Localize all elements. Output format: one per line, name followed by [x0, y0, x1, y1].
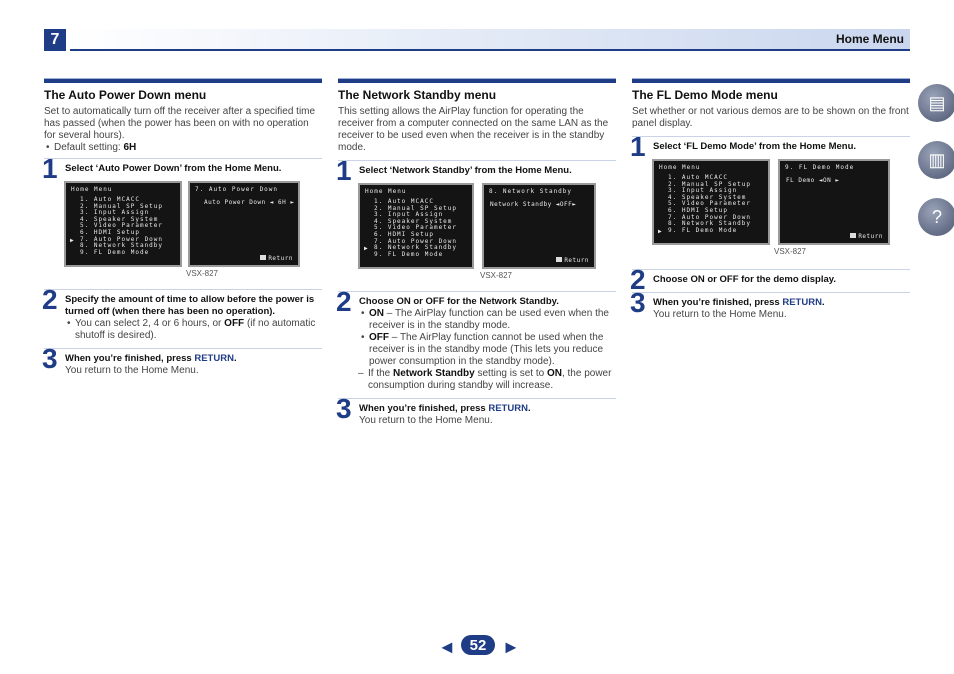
- note-e: , the power consumption during standby will increase.: [368, 368, 612, 391]
- step-number: 1: [336, 155, 352, 186]
- step-number: 3: [630, 287, 646, 318]
- default-value: 6H: [123, 142, 137, 153]
- menu-item: 9. FL Demo Mode: [80, 248, 150, 256]
- section-description: Set whether or not various demos are to be shown on the front panel display.: [632, 106, 909, 129]
- note-b: Network Standby: [393, 368, 475, 379]
- note-a: If the: [368, 368, 394, 379]
- default-setting: [44, 142, 322, 154]
- off-text: – The AirPlay function cannot be used when the receiver is in the standby mode (This lets you reduce power consumption in the standby mode).: [369, 332, 604, 367]
- return-indicator: [260, 255, 293, 262]
- screen-header: Home Menu: [365, 188, 407, 195]
- return-label: Return: [858, 233, 883, 240]
- menu-item: 2. Manual SP Setup: [374, 204, 458, 212]
- on-text: – The AirPlay function can be used even when the receiver is in the standby mode.: [369, 308, 609, 331]
- step-subtext: You return to the Home Menu.: [653, 309, 787, 320]
- menu-item: 5. Video Parameter: [80, 222, 164, 230]
- step-number: 1: [630, 131, 646, 162]
- screen-header: 9. FL Demo Mode: [785, 164, 855, 171]
- default-label: Default setting:: [54, 142, 124, 153]
- model-label: VSX-827: [773, 247, 807, 256]
- menu-item: 2. Manual SP Setup: [80, 202, 164, 210]
- menu-item: 5. Video Parameter: [668, 200, 752, 208]
- step-text-a: When you’re finished, press: [65, 353, 195, 364]
- step-1: [336, 155, 616, 280]
- chapter-badge: 7: [44, 29, 66, 51]
- setting-screen: [482, 183, 596, 269]
- menu-item: 8. Network Standby: [80, 242, 164, 250]
- section-title: The Network Standby menu: [338, 88, 497, 102]
- note-off: OFF: [224, 318, 245, 329]
- screen-header: Home Menu: [659, 164, 701, 171]
- home-menu-screen: [652, 159, 770, 245]
- screen-value: Network Standby ◄OFF►: [490, 201, 577, 208]
- screen-pair: [652, 159, 910, 256]
- on-option: [359, 308, 616, 332]
- step-2: [42, 284, 322, 342]
- step-2-note: [65, 318, 322, 342]
- note-text-end: (if no automatic shutoff is desired).: [75, 318, 316, 341]
- home-menu-list: [80, 197, 163, 256]
- menu-item-selected: 9. FL Demo Mode: [668, 226, 738, 234]
- menu-item: 3. Input Assign: [374, 211, 444, 219]
- selection-cursor-icon: ▶: [70, 237, 74, 244]
- home-menu-screen: [358, 183, 474, 269]
- step-2: [630, 264, 910, 295]
- menu-item: 4. Speaker System: [668, 193, 747, 201]
- step-text: Select ‘FL Demo Mode’ from the Home Menu.: [653, 141, 857, 152]
- menu-item: 6. HDMI Setup: [668, 206, 728, 214]
- menu-item: 3. Input Assign: [668, 187, 738, 195]
- return-icon: [850, 233, 856, 238]
- return-icon: [556, 257, 562, 262]
- step-2: [336, 286, 616, 392]
- step-3: [42, 343, 322, 377]
- return-key: RETURN: [488, 403, 528, 414]
- step-text-a: When you’re finished, press: [653, 297, 783, 308]
- step-subtext: You return to the Home Menu.: [65, 365, 199, 376]
- step-number: 3: [42, 343, 58, 374]
- fl-demo-mode-section: [632, 78, 910, 321]
- return-icon: [260, 255, 266, 260]
- note-c: setting is set to: [474, 368, 547, 379]
- selection-cursor-icon: ▶: [658, 228, 662, 235]
- return-key: RETURN: [194, 353, 234, 364]
- menu-item: 4. Speaker System: [80, 215, 159, 223]
- screen-value: Auto Power Down ◄ 6H ►: [204, 199, 295, 206]
- step-text: [653, 293, 910, 309]
- off-option: [359, 332, 616, 368]
- step-subtext: You return to the Home Menu.: [359, 415, 493, 426]
- step-text: Choose ON or OFF for the Network Standby.: [359, 296, 559, 307]
- section-rule: [44, 78, 322, 83]
- menu-item: 7. Auto Power Down: [374, 237, 458, 245]
- section-rule: [338, 78, 616, 83]
- menu-item: 6. HDMI Setup: [80, 228, 140, 236]
- step-number: 2: [336, 286, 352, 317]
- menu-item: 2. Manual SP Setup: [668, 180, 752, 188]
- home-menu-list: [374, 199, 457, 258]
- return-label: Return: [268, 255, 293, 262]
- step-text: Select ‘Auto Power Down’ from the Home Menu.: [65, 163, 282, 174]
- network-standby-section: [338, 78, 616, 427]
- step-1: [42, 153, 322, 278]
- menu-item: 1. Auto MCACC: [668, 174, 728, 181]
- page-number: 52: [461, 635, 495, 655]
- model-label: VSX-827: [479, 271, 513, 280]
- note-d: ON: [546, 368, 562, 379]
- power-note: [368, 368, 616, 392]
- screen-pair: [358, 183, 616, 280]
- menu-item: 1. Auto MCACC: [374, 198, 434, 205]
- screen-pair: [64, 181, 322, 278]
- step-number: 3: [336, 393, 352, 424]
- menu-item: 5. Video Parameter: [374, 224, 458, 232]
- step-1: [630, 131, 910, 256]
- step-number: 2: [42, 284, 58, 315]
- next-page-icon[interactable]: ►: [502, 637, 520, 657]
- menu-item: 4. Speaker System: [374, 217, 453, 225]
- step-text-c: .: [821, 297, 825, 308]
- step-text-c: .: [527, 403, 531, 414]
- setting-screen: [188, 181, 300, 267]
- menu-item: 6. HDMI Setup: [374, 230, 434, 238]
- auto-power-down-section: [44, 78, 322, 377]
- return-label: Return: [564, 257, 589, 264]
- section-title: The Auto Power Down menu: [44, 88, 207, 102]
- step-text: [359, 399, 616, 415]
- setting-screen: [778, 159, 890, 245]
- step-text: [65, 349, 322, 365]
- screen-value: FL Demo ◄ON ►: [786, 177, 840, 184]
- header-title: Home Menu: [835, 32, 904, 46]
- header-bar: [70, 29, 910, 51]
- step-3: [630, 287, 910, 321]
- receiver-icon[interactable]: ▥: [918, 141, 954, 179]
- home-menu-screen: [64, 181, 182, 267]
- menu-item: 8. Network Standby: [668, 220, 752, 228]
- step-number: 1: [42, 153, 58, 184]
- note-text: You can select 2, 4 or 6 hours, or: [75, 318, 225, 329]
- screen-header: 7. Auto Power Down: [195, 186, 279, 193]
- menu-item-selected: 8. Network Standby: [374, 244, 458, 252]
- step-text-a: When you’re finished, press: [359, 403, 489, 414]
- menu-item: 7. Auto Power Down: [668, 213, 752, 221]
- step-text: Select ‘Network Standby’ from the Home Menu.: [359, 165, 572, 176]
- prev-page-icon[interactable]: ◄: [438, 637, 456, 657]
- return-indicator: [556, 257, 589, 264]
- model-label: VSX-827: [185, 269, 219, 278]
- step-3: [336, 393, 616, 427]
- home-menu-list: [668, 175, 751, 234]
- selection-cursor-icon: ▶: [364, 245, 368, 252]
- section-description: This setting allows the AirPlay function for operating the receiver from a computer connected on the same LAN as the receiver to be used even when the receiver is in the standby mode.: [338, 106, 609, 153]
- help-icon[interactable]: ?: [918, 198, 954, 236]
- menu-item-selected: 7. Auto Power Down: [80, 235, 164, 243]
- section-description: Set to automatically turn off the receiver after a specified time has passed (when the power has been on with no operation for several hours).: [44, 106, 316, 141]
- step-text: Choose ON or OFF for the demo display.: [653, 274, 836, 285]
- step-number: 2: [630, 264, 646, 295]
- return-indicator: [850, 233, 883, 240]
- return-key: RETURN: [782, 297, 822, 308]
- step-text-c: .: [233, 353, 237, 364]
- off-label: OFF: [369, 332, 389, 343]
- section-title: The FL Demo Mode menu: [632, 88, 778, 102]
- section-rule: [632, 78, 910, 83]
- screen-header: 8. Network Standby: [489, 188, 573, 195]
- menu-item: 3. Input Assign: [80, 209, 150, 217]
- menu-item: 1. Auto MCACC: [80, 196, 140, 203]
- menu-item: 9. FL Demo Mode: [374, 250, 444, 258]
- step-text: Specify the amount of time to allow before the power is turned off (when there has been no operation).: [65, 294, 315, 317]
- screen-header: Home Menu: [71, 186, 113, 193]
- book-icon[interactable]: ▤: [918, 84, 954, 122]
- on-label: ON: [369, 308, 384, 319]
